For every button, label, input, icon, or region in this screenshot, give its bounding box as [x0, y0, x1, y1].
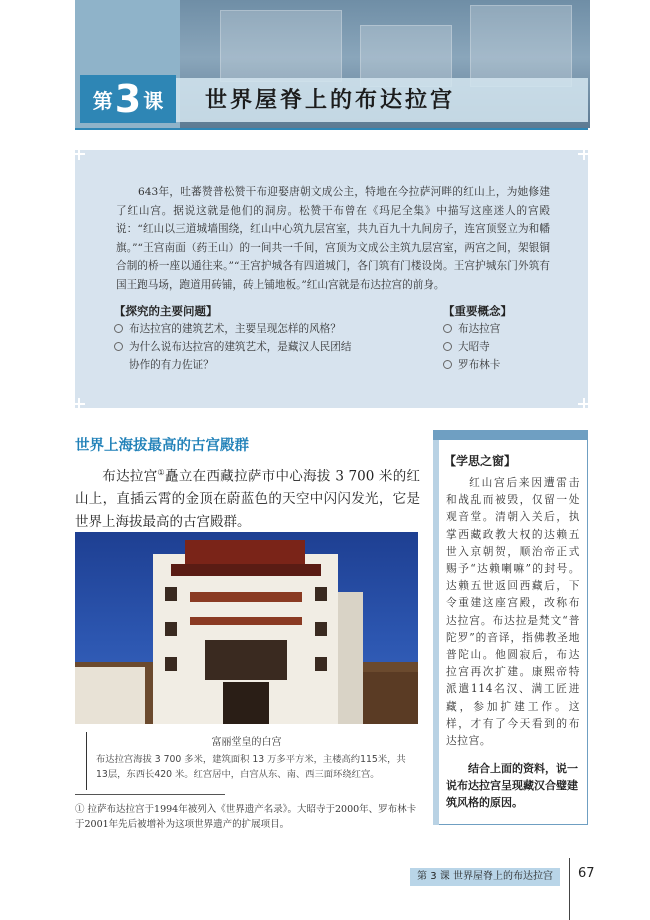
question-item-continued: 协作的有力佐证？ [129, 359, 214, 371]
corner-cross-icon [578, 148, 590, 160]
potala-palace-photo [75, 532, 418, 724]
lesson-header [0, 0, 650, 130]
footer-divider [569, 858, 570, 920]
footnote-ref[interactable]: ① [157, 468, 166, 477]
circle-bullet-icon [114, 342, 123, 351]
concept-item: 布达拉宫 [443, 321, 500, 338]
circle-bullet-icon [443, 360, 452, 369]
corner-cross-icon [73, 398, 85, 410]
lesson-number: 3 [114, 77, 142, 121]
palace-illustration [75, 532, 418, 724]
footnote-rule [75, 794, 225, 795]
sidebar-text: 红山宫后来因遭雷击和战乱而被毁，仅留一处观音堂。清朝入关后，执掌西藏政教大权的达赖五世入京朝贺，顺治帝正式赐予“达赖喇嘛”的封号。达赖五世返回西藏后，下令重建这座宫殿，改称布达拉宫。布达拉是梵文“普陀罗”的音译，指佛教圣地普陀山。他圆寂后，布达拉宫再次扩建。康熙帝特派遣114名汉、满工匠进藏，参加扩建工作。这样，才有了今天看到的布达拉宫。 [446, 476, 580, 748]
photo-caption-text: 布达拉宫海拔 3 700 多米，建筑面积 13 万多平方米，主楼高约115米，共13层，东西长420 米。红宫居中，白宫从东、南、西三面环绕红宫。 [96, 754, 406, 780]
question-item: 布达拉宫的建筑艺术，主要呈现怎样的风格？ [114, 321, 341, 338]
concepts-title: 【重要概念】 [443, 304, 512, 318]
footnote: ① 拉萨布达拉宫于1994年被列入《世界遗产名录》。大昭寺于2000年、罗布林卡于2001年先后被增补为这项世界遗产的扩展项目。 [75, 804, 417, 830]
circle-bullet-icon [443, 324, 452, 333]
lesson-suffix: 课 [143, 88, 164, 113]
section-heading: 世界上海拔最高的古宫殿群 [75, 438, 249, 454]
concept-item: 大昭寺 [443, 339, 490, 356]
question-item: 为什么说布达拉宫的建筑艺术，是藏汉人民团结 [114, 339, 351, 356]
sidebar-title: 【学思之窗】 [444, 454, 517, 468]
footnote-mark: ① [75, 804, 85, 815]
corner-cross-icon [73, 148, 85, 160]
concept-item: 罗布林卡 [443, 357, 500, 374]
sidebar-left-bar [433, 440, 439, 825]
body-paragraph: 布达拉宫①矗立在西藏拉萨市中心海拔 3 700 米的红山上，直插云霄的金顶在蔚蓝色的天空中闪闪发光，它是世界上海拔最高的古宫殿群。 [75, 468, 421, 530]
footer-lesson-label: 第 3 课 世界屋脊上的布达拉宫 [417, 871, 553, 882]
page-number: 67 [578, 866, 595, 881]
intro-paragraph: 643年，吐蕃赞普松赞干布迎娶唐朝文成公主，特地在今拉萨河畔的红山上，为她修建了红山宫。据说这就是他们的洞房。松赞干布曾在《玛尼全集》中描写这座迷人的宫殿说：“红山以三道城墙围绕，红山中心筑九层宫室，共九百九十九间房子，连宫顶竖立为和幡旗。”“王宫南面（药王山）的一间共一千间，宫顶为文成公主筑九层宫室，两宫之间，架银铜合制的桥一座以通往来。”“王宫护城各有四道城门，各门筑有门楼设岗。王宫护城东门外筑有国王跑马场，跑道用砖铺，砖上铺地板。”红山宫就是布达拉宫的前身。 [116, 186, 550, 291]
lesson-number-badge [80, 75, 176, 123]
photo-caption-title: 富丽堂皇的白宫 [211, 737, 282, 748]
sidebar-top-bar [433, 430, 588, 440]
corner-cross-icon [578, 398, 590, 410]
sidebar-task: 结合上面的资料，说一说布达拉宫呈现藏汉合璧建筑风格的原因。 [446, 762, 578, 809]
circle-bullet-icon [443, 342, 452, 351]
lesson-prefix: 第 [92, 88, 113, 113]
circle-bullet-icon [114, 324, 123, 333]
header-rule [75, 128, 588, 130]
lesson-title: 世界屋脊上的布达拉宫 [205, 87, 456, 113]
questions-title: 【探究的主要问题】 [114, 304, 218, 318]
